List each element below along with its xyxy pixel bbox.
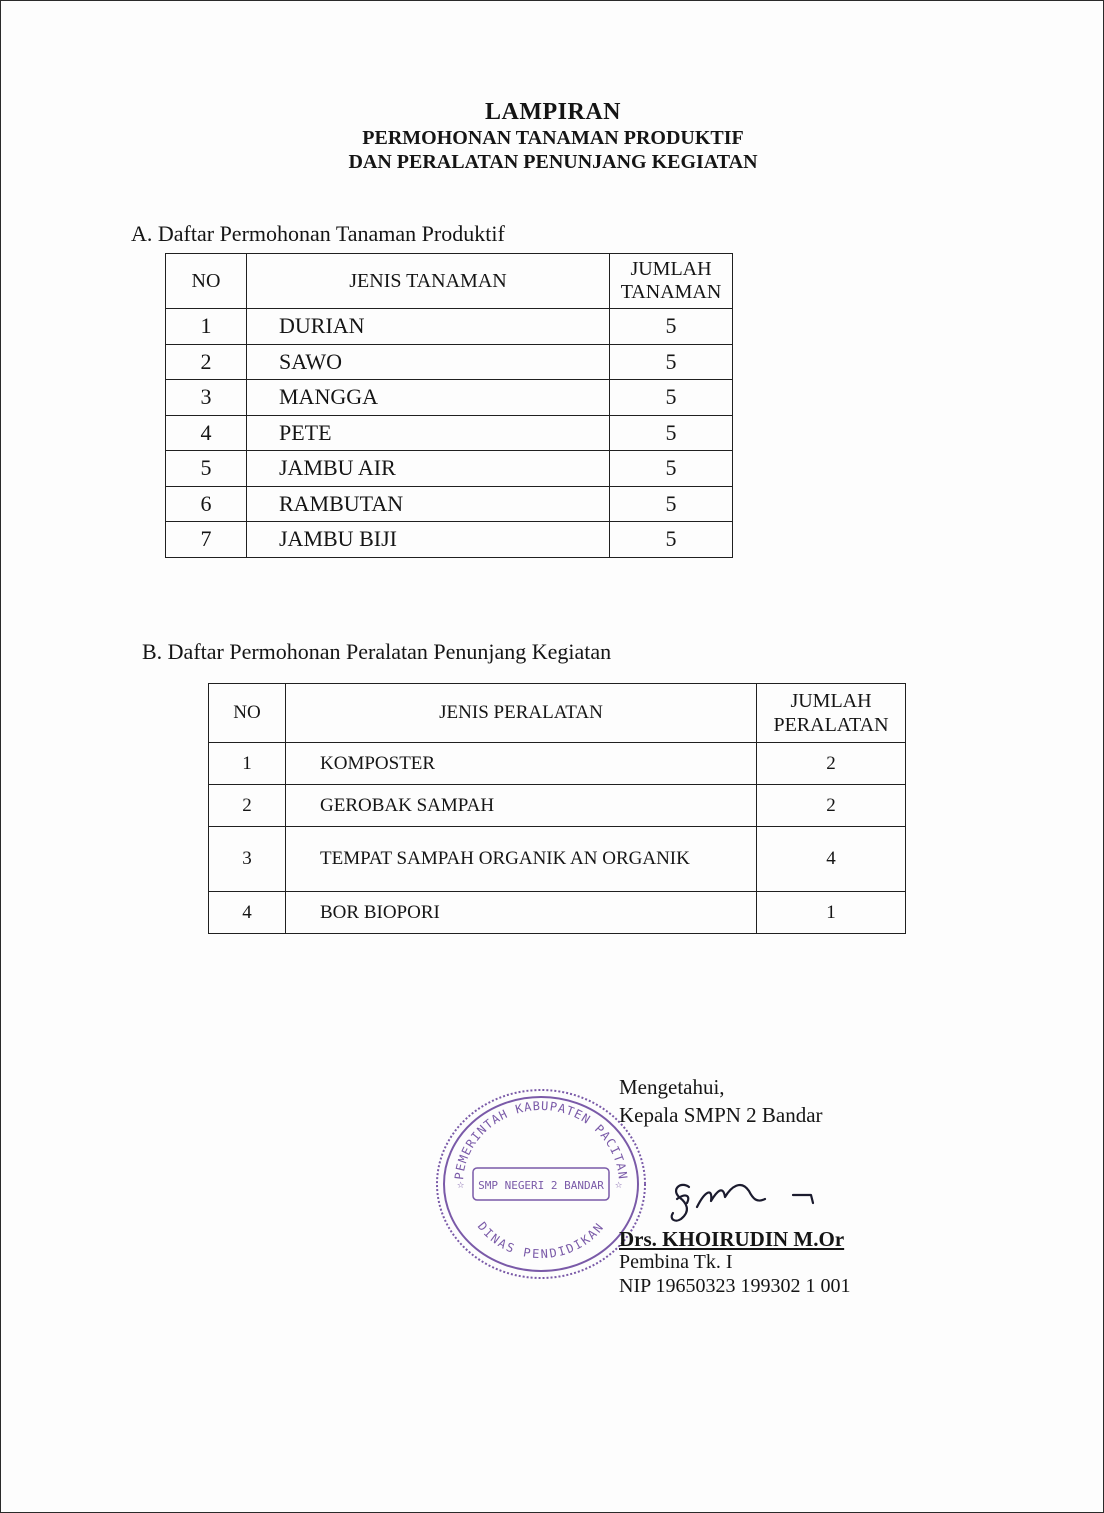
cell-no: 5 [166,451,247,487]
cell-no: 1 [166,309,247,345]
cell-jenis: BOR BIOPORI [286,892,757,934]
table-row [166,486,733,522]
header-jumlah [610,254,733,309]
cell-jumlah: 5 [610,344,733,380]
cell-no: 4 [209,892,286,934]
header-jumlah-line2: TANAMAN [620,281,722,303]
cell-jumlah: 5 [610,522,733,558]
header-jumlah-line1: JUMLAH [790,690,872,712]
cell-no: 6 [166,486,247,522]
cell-no: 2 [166,344,247,380]
header-no: NO [209,684,286,743]
cell-jenis: RAMBUTAN [247,486,610,522]
section-a-title: A. Daftar Permohonan Tanaman Produktif [131,221,505,246]
section-b-title: B. Daftar Permohonan Peralatan Penunjang Kegiatan [142,639,612,664]
stamp-bottom-text: DINAS PENDIDIKAN [474,1219,608,1262]
table-row [166,309,733,345]
cell-jumlah: 2 [757,743,906,785]
stamp-star-left: ☆ [457,1177,465,1191]
table-row [166,344,733,380]
table-row [166,522,733,558]
signature-mengetahui: Mengetahui, [619,1075,725,1099]
cell-no: 7 [166,522,247,558]
cell-jumlah: 5 [610,415,733,451]
stamp-center-text: SMP NEGERI 2 BANDAR [478,1179,604,1192]
document-title: LAMPIRAN [485,99,621,125]
cell-jenis: KOMPOSTER [286,743,757,785]
cell-jenis: PETE [247,415,610,451]
cell-jenis: GEROBAK SAMPAH [286,785,757,827]
cell-no: 3 [166,380,247,416]
table-header-row [166,254,733,309]
cell-jumlah: 4 [757,827,906,892]
cell-jenis: JAMBU BIJI [247,522,610,558]
cell-no: 3 [209,827,286,892]
table-row [209,827,906,892]
cell-jumlah: 5 [610,380,733,416]
cell-jumlah: 1 [757,892,906,934]
cell-no: 2 [209,785,286,827]
header-no: NO [166,254,247,309]
signatory-name: Drs. KHOIRUDIN M.Or [619,1227,845,1251]
signatory-rank: Pembina Tk. I [619,1251,733,1273]
cell-jenis: JAMBU AIR [247,451,610,487]
table-header-row [209,684,906,743]
cell-jenis: DURIAN [247,309,610,345]
cell-jumlah: 5 [610,486,733,522]
cell-jenis: SAWO [247,344,610,380]
cell-jumlah: 2 [757,785,906,827]
header-jumlah-line2: PERALATAN [773,714,889,736]
table-row [209,743,906,785]
official-stamp [433,1086,649,1282]
document-subtitle-1: PERMOHONAN TANAMAN PRODUKTIF [362,127,744,149]
document-subtitle-2: DAN PERALATAN PENUNJANG KEGIATAN [348,151,758,173]
equipment-table [208,683,906,934]
table-row [209,785,906,827]
cell-no: 1 [209,743,286,785]
header-jenis: JENIS PERALATAN [286,684,757,743]
signatory-nip: NIP 19650323 199302 1 001 [619,1275,851,1297]
cell-jumlah: 5 [610,309,733,345]
header-jumlah [757,684,906,743]
table-row [166,451,733,487]
table-row [209,892,906,934]
cell-jumlah: 5 [610,451,733,487]
stamp-star-right: ☆ [615,1177,623,1191]
stamp-top-text: PEMERINTAH KABUPATEN PACITAN [452,1098,630,1181]
header-jumlah-line1: JUMLAH [630,258,712,280]
plants-table [165,253,733,558]
header-jenis: JENIS TANAMAN [247,254,610,309]
cell-jenis: MANGGA [247,380,610,416]
cell-jenis: TEMPAT SAMPAH ORGANIK AN ORGANIK [286,827,757,892]
signature-position: Kepala SMPN 2 Bandar [619,1103,823,1127]
table-row [166,415,733,451]
table-row [166,380,733,416]
cell-no: 4 [166,415,247,451]
